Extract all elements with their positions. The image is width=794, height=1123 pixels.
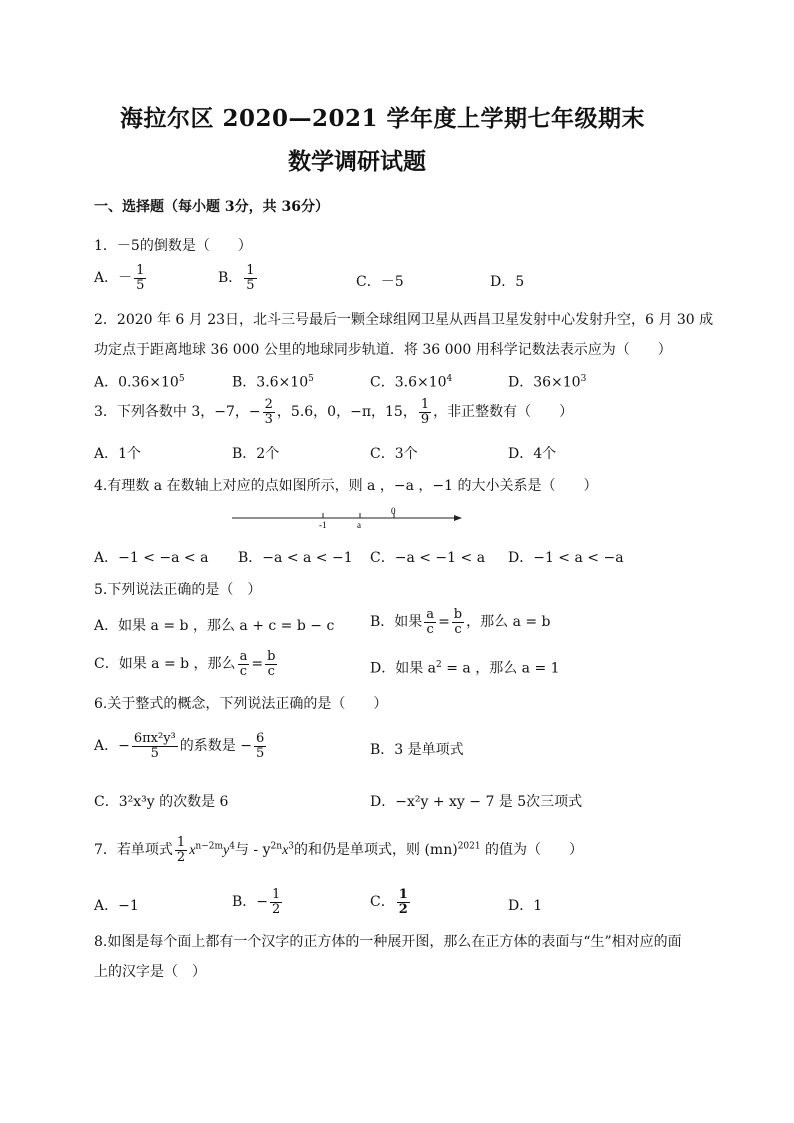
q5-option-d: D．如果 $a^2 = a$ ，那么 a = 1: [370, 660, 560, 677]
q7-stem: 7．若单项式 $\frac{1}{2}$ $x^{n-2m}y^4$与 - $y^{2n}x^3$的和仍是单项式，则 (mn)$^{2021}$ 的值为（ ）: [94, 835, 584, 865]
q6-stem: 6.关于整式的概念，下列说法正确的是（ ）: [94, 696, 388, 712]
q5-stem: 5.下列说法正确的是（ ）: [94, 582, 262, 598]
q2-option-d: D．$36\times 10^3$: [508, 374, 587, 391]
q3-option-a: A．1个: [94, 446, 142, 462]
q1-option-b: B． $\frac{1}{5}$: [218, 263, 255, 293]
q1-option-d: D．5: [490, 274, 525, 290]
q7-option-a: A．−1: [94, 898, 139, 914]
number-line-arrow: [454, 515, 462, 521]
q4-option-d: D．−1 < a < −a: [508, 550, 624, 566]
q3-fraction-1: $\frac{2}{3}$: [264, 397, 273, 427]
q6-a-fraction: $\frac{\text{6πx²y³}}{5}$: [133, 731, 176, 761]
q1-b-fraction: $\frac{1}{5}$: [246, 263, 255, 293]
label-minus-one: -1: [319, 520, 327, 530]
exam-title: 海拉尔区 2020—2021 学年度上学期七年级期末: [120, 105, 646, 132]
q5-option-a: A．如果 a = b ，那么 a + c = b − c: [94, 618, 335, 634]
q8-stem-line2: 上的汉字是（ ）: [94, 964, 206, 980]
q8-stem-line1: 8.如图是每个面上都有一个汉字的正方体的一种展开图，那么在正方体的表面与“生”相对应的面: [94, 934, 682, 950]
exam-subtitle: 数学调研试题: [288, 148, 426, 175]
q4-stem: 4.有理数 a 在数轴上对应的点如图所示，则 a ，−a ，−1 的大小关系是（ ）: [94, 478, 598, 494]
q3-option-b: B．2个: [232, 446, 280, 462]
q1-a-fraction: $\frac{1}{5}$: [136, 263, 145, 293]
section-heading: 一、选择题（每小题 3分，共 36分）: [94, 199, 329, 215]
q1-stem: 1．－5的倒数是（ ）: [94, 238, 252, 254]
q7-option-d: D．1: [508, 898, 543, 914]
q1-option-c: C．－5: [356, 274, 404, 290]
q2-option-b: B．$3.6\times 10^5$: [232, 374, 314, 391]
q3-option-d: D．4个: [508, 446, 557, 462]
q3-fraction-2: $\frac{1}{9}$: [420, 397, 430, 427]
q1-option-a: A．－ $\frac{1}{5}$: [94, 263, 145, 293]
q4-option-a: A．−1 < −a < a: [94, 550, 209, 566]
q2-stem-line2: 功定点于距离地球 36 000 公里的地球同步轨道．将 36 000 用科学记数法表示应为（ ）: [94, 342, 672, 358]
q4-number-line: [228, 506, 468, 530]
label-zero: 0: [391, 506, 396, 516]
q6-option-a: A．− $\frac{\text{6πx²y³}}{5}$ 的系数是 − $\frac{6}{5}$: [94, 731, 265, 761]
q4-option-c: C．−a < −1 < a: [370, 550, 486, 566]
q5-option-c: C．如果 a = b ，那么 $\frac{a}{c}$ = $\frac{b}{c}$: [94, 649, 276, 679]
q3-option-c: C．3个: [370, 446, 418, 462]
q6-option-b: B．3 是单项式: [370, 742, 464, 758]
q2-stem-line1: 2．2020 年 6 月 23日，北斗三号最后一颗全球组网卫星从西昌卫星发射中心发射升空，6 月 30 成: [94, 312, 714, 328]
q6-option-d: D．−x²y + xy − 7 是 5次三项式: [370, 794, 583, 810]
q5-option-b: B．如果 $\frac{a}{c}$ = $\frac{b}{c}$ ，那么 a = b: [370, 607, 551, 637]
q7-option-c: C． $\frac{1}{2}$: [370, 887, 408, 917]
q2-option-a: A．$0.36\times 10^5$: [94, 374, 185, 391]
q4-option-b: B．−a < a < −1: [238, 550, 353, 566]
q6-option-c: C．3²x³y 的次数是 6: [94, 794, 229, 810]
q3-stem: 3．下列各数中 3，−7，− $\frac{2}{3}$ ，5.6，0，−π，15， $\frac{1}{9}$ ，非正整数有（ ）: [94, 397, 574, 427]
q7-option-b: B．− $\frac{1}{2}$: [232, 887, 281, 917]
q2-option-c: C．$3.6\times 10^4$: [370, 374, 453, 391]
label-a: a: [357, 520, 361, 530]
